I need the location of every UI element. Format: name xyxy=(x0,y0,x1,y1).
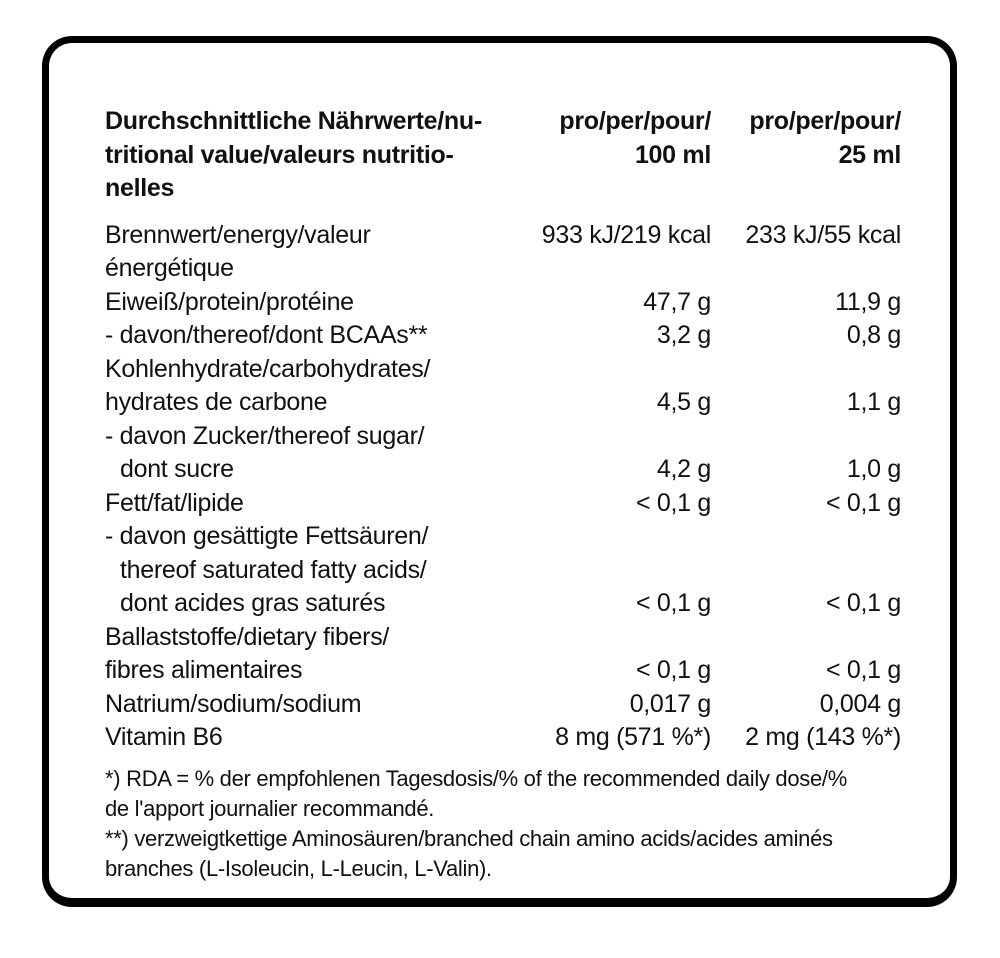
nutrient-label: Brennwert/energy/valeur xyxy=(105,220,371,249)
value-per-25ml xyxy=(711,520,901,554)
value-per-100ml xyxy=(521,554,711,588)
value-per-100ml: 8 mg (571 %*) xyxy=(555,723,711,751)
value-per-100ml: < 0,1 g xyxy=(635,589,711,617)
header-col-25ml: pro/per/pour/ xyxy=(749,107,901,135)
value-per-25ml: 2 mg (143 %*) xyxy=(745,723,901,751)
value-per-100ml: 3,2 g xyxy=(656,321,711,349)
footnote-line: de l'apport journalier recommandé. xyxy=(105,795,435,821)
value-per-25ml: < 0,1 g xyxy=(825,589,901,617)
value-per-25ml: 0,8 g xyxy=(846,321,901,349)
nutrient-label: dont sucre xyxy=(120,455,234,483)
table-line xyxy=(105,420,901,454)
footnote-line: **) verzweigtkettige Aminosäuren/branched chain amino acids/acides aminés xyxy=(105,825,833,851)
value-per-25ml: < 0,1 g xyxy=(825,656,901,684)
table-line xyxy=(105,688,901,722)
value-per-25ml xyxy=(711,554,901,588)
value-per-100ml: 0,017 g xyxy=(629,689,711,718)
nutrient-label: - davon/thereof/dont BCAAs** xyxy=(105,321,428,349)
nutrient-label: Natrium/sodium/sodium xyxy=(105,689,362,718)
table-line xyxy=(105,487,901,521)
header-title: tritional value/valeurs nutritio- xyxy=(105,140,454,169)
value-per-25ml: 11,9 g xyxy=(835,287,901,316)
header-title: Durchschnittliche Nährwerte/nu- xyxy=(105,107,482,135)
header-col-25ml xyxy=(711,172,901,206)
table-line xyxy=(105,319,901,353)
nutrient-label: énergétique xyxy=(105,254,234,282)
value-per-25ml xyxy=(711,420,901,454)
nutrient-label: Fett/fat/lipide xyxy=(105,488,244,517)
nutrient-label: - davon gesättigte Fettsäuren/ xyxy=(105,522,429,550)
table-line xyxy=(105,721,901,755)
table-header xyxy=(105,105,901,206)
table-line xyxy=(105,219,901,253)
nutrition-table-body xyxy=(105,219,901,755)
header-line xyxy=(105,105,901,139)
table-line xyxy=(105,386,901,420)
nutrient-label: Eiweiß/protein/protéine xyxy=(105,287,354,316)
header-col-100ml: 100 ml xyxy=(634,140,711,169)
value-per-100ml: 933 kJ/219 kcal xyxy=(541,220,711,249)
table-line xyxy=(105,654,901,688)
value-per-25ml xyxy=(711,621,901,655)
table-line xyxy=(105,453,901,487)
header-line xyxy=(105,139,901,173)
nutrient-label: - davon Zucker/thereof sugar/ xyxy=(105,421,425,450)
footnote-line: branches (L-Isoleucin, L-Leucin, L-Valin). xyxy=(105,855,492,881)
table-line xyxy=(105,621,901,655)
value-per-100ml xyxy=(521,420,711,454)
nutrient-label: dont acides gras saturés xyxy=(120,589,386,617)
header-col-25ml: 25 ml xyxy=(838,140,901,169)
value-per-100ml: < 0,1 g xyxy=(635,488,711,517)
value-per-25ml xyxy=(711,353,901,387)
nutrient-label: thereof saturated fatty acids/ xyxy=(120,555,427,584)
footnote-line: *) RDA = % der empfohlenen Tagesdosis/% of the recommended daily dose/% xyxy=(105,765,847,791)
value-per-100ml: 47,7 g xyxy=(643,287,711,316)
value-per-100ml xyxy=(521,621,711,655)
value-per-25ml: < 0,1 g xyxy=(825,488,901,517)
value-per-25ml: 1,1 g xyxy=(846,388,901,416)
value-per-25ml: 1,0 g xyxy=(846,455,901,483)
footnotes xyxy=(105,764,901,884)
header-col-100ml: pro/per/pour/ xyxy=(559,107,711,135)
value-per-25ml xyxy=(711,252,901,286)
table-line xyxy=(105,286,901,320)
table-line xyxy=(105,587,901,621)
nutrient-label: fibres alimentaires xyxy=(105,656,303,684)
nutrition-label-box xyxy=(42,36,957,907)
table-line xyxy=(105,520,901,554)
nutrient-label: Kohlenhydrate/carbohydrates/ xyxy=(105,354,431,383)
value-per-100ml: < 0,1 g xyxy=(635,656,711,684)
table-line xyxy=(105,252,901,286)
value-per-100ml xyxy=(521,353,711,387)
value-per-100ml xyxy=(521,252,711,286)
header-title: nelles xyxy=(105,174,175,202)
value-per-100ml: 4,5 g xyxy=(656,388,711,416)
value-per-25ml: 0,004 g xyxy=(819,689,901,718)
header-line xyxy=(105,172,901,206)
nutrient-label: hydrates de carbone xyxy=(105,388,328,416)
header-col-100ml xyxy=(521,172,711,206)
nutrient-label: Ballaststoffe/dietary fibers/ xyxy=(105,622,390,651)
value-per-25ml: 233 kJ/55 kcal xyxy=(745,220,901,249)
value-per-100ml: 4,2 g xyxy=(656,455,711,483)
value-per-100ml xyxy=(521,520,711,554)
nutrient-label: Vitamin B6 xyxy=(105,723,223,751)
table-line xyxy=(105,554,901,588)
table-line xyxy=(105,353,901,387)
